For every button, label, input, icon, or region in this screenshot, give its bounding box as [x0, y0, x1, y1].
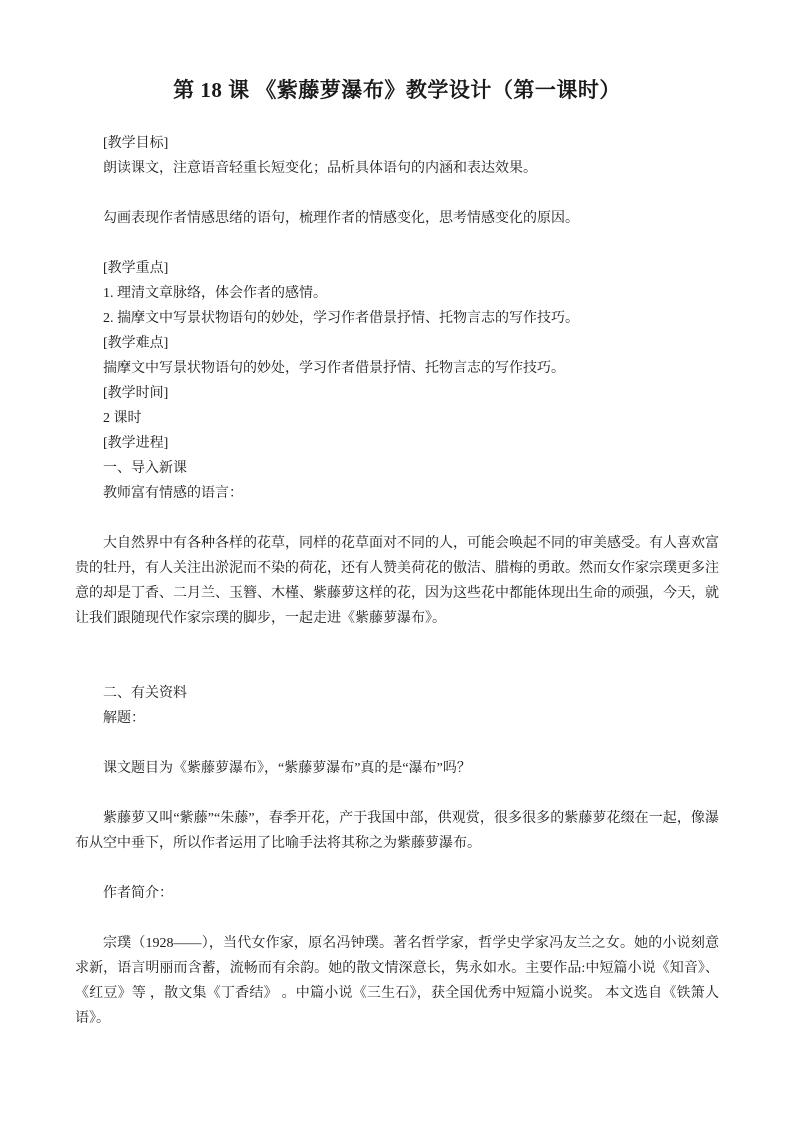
topic-question: 课文题目为《紫藤萝瀑布》，“紫藤萝瀑布”真的是“瀑布”吗？	[103, 761, 471, 776]
author-label: 作者简介：	[103, 886, 173, 901]
document-title: 第 18 课 《紫藤萝瀑布》教学设计（第一课时）	[173, 78, 621, 102]
spacer	[75, 656, 719, 681]
objective-item-2: 勾画表现作者情感思绪的语句，梳理作者的情感变化，思考情感变化的原因。	[103, 211, 579, 226]
topic-answer: 紫藤萝又叫“紫藤”“朱藤”，春季开花，产于我国中部，供观赏，很多很多的紫藤萝花缀在一起，像瀑布从空中垂下，所以作者运用了比喻手法将其称之为紫藤萝瀑布。	[75, 811, 719, 851]
author-bio: 宗璞（1928——），当代女作家，原名冯钟璞。著名哲学家，哲学史学家冯友兰之女。她的小说刻意求新，语言明丽而含蓄，流畅而有余韵。她的散文情深意长，隽永如水。主要作品:中短篇小说《知音》、《红豆》等 ，散文集《丁香结》 。中篇小说《三生石》，获全国优秀中短篇小说奖。 本文选自《铁箫人语》。	[75, 936, 719, 1026]
key-point-item-2: 2. 揣摩文中写景状物语句的妙处，学习作者借景抒情、托物言志的写作技巧。	[103, 311, 579, 326]
spacer	[75, 631, 719, 656]
key-point-item-1: 1. 理清文章脉络，体会作者的感情。	[103, 286, 327, 301]
duration-heading: [教学时间]	[103, 386, 169, 401]
spacer	[75, 856, 719, 881]
spacer	[75, 731, 719, 756]
spacer	[75, 231, 719, 256]
difficulties-heading: [教学难点]	[103, 336, 169, 351]
spacer	[75, 181, 719, 206]
section-one-lead-in: 教师富有情感的语言：	[103, 486, 243, 501]
spacer	[75, 781, 719, 806]
duration-text: 2 课时	[103, 411, 142, 426]
section-two-heading: 二、有关资料	[103, 686, 187, 701]
section-one-intro-paragraph: 大自然界中有各种各样的花草，同样的花草面对不同的人，可能会唤起不同的审美感受。有人喜欢富贵的牡丹，有人关注出淤泥而不染的荷花，还有人赞美荷花的傲洁、腊梅的勇敢。然而女作家宗璞更多注意的却是丁香、二月兰、玉簪、木槿、紫藤萝这样的花，因为这些花中都能体现出生命的顽强，今天，就让我们跟随现代作家宗璞的脚步，一起走进《紫藤萝瀑布》。	[75, 536, 719, 626]
spacer	[75, 106, 719, 131]
spacer	[75, 906, 719, 931]
spacer	[75, 506, 719, 531]
section-one-heading: 一、导入新课	[103, 461, 187, 476]
key-points-heading: [教学重点]	[103, 261, 169, 276]
objectives-heading: [教学目标]	[103, 136, 169, 151]
process-heading: [教学进程]	[103, 436, 169, 451]
topic-label: 解题：	[103, 711, 145, 726]
objective-item-1: 朗读课文，注意语音轻重长短变化；品析具体语句的内涵和表达效果。	[103, 161, 537, 176]
difficulties-text: 揣摩文中写景状物语句的妙处，学习作者借景抒情、托物言志的写作技巧。	[103, 361, 565, 376]
